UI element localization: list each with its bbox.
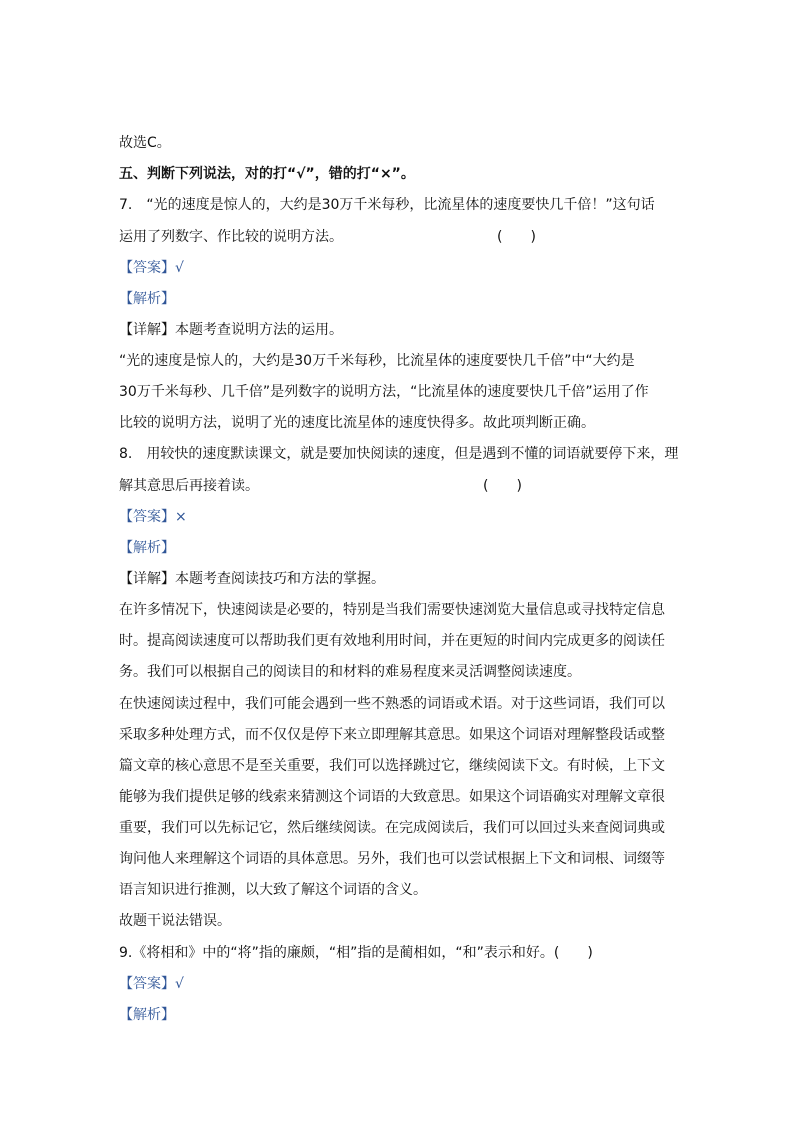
previous-answer-conclusion: 故选C。: [119, 135, 171, 151]
question-8-detail-line-3: 务。我们可以根据自己的阅读目的和材料的难易程度来灵活调整阅读速度。: [119, 664, 581, 680]
question-8-answer-blank: ( ): [483, 478, 522, 494]
question-8-detail-line-5: 采取多种处理方式，而不仅仅是停下来立即理解其意思。如果这个词语对理解整段话或整: [119, 727, 665, 743]
question-7-detail-line-1: “光的速度是惊人的，大约是30万千米每秒，比流星体的速度要快几千倍”中“大约是: [119, 353, 635, 369]
question-8-detail-line-4: 在快速阅读过程中，我们可能会遇到一些不熟悉的词语或术语。对于这些词语，我们可以: [119, 696, 665, 712]
question-8-detail-line-8: 重要，我们可以先标记它，然后继续阅读。在完成阅读后，我们可以回过头来查阅词典或: [119, 820, 665, 836]
section-heading: 五、判断下列说法，对的打“√”，错的打“×”。: [119, 166, 415, 182]
question-8-line-1: 8. 用较快的速度默读课文，就是要加快阅读的速度，但是遇到不懂的词语就要停下来，理: [119, 446, 679, 462]
question-8-detail-line-6: 篇文章的核心意思不是至关重要，我们可以选择跳过它，继续阅读下文。有时候，上下文: [119, 758, 665, 774]
question-8-answer: 【答案】×: [119, 509, 187, 525]
question-9-analysis-label: 【解析】: [119, 1007, 175, 1023]
question-7-answer-blank: ( ): [497, 229, 536, 245]
question-8-detail-line-9: 询问他人来理解这个词语的具体意思。另外，我们也可以尝试根据上下文和词根、词缀等: [119, 851, 665, 867]
question-7-detail-line-2: 30万千米每秒、几千倍”是列数字的说明方法，“比流星体的速度要快几千倍”运用了作: [119, 384, 649, 400]
question-8-conclusion: 故题干说法错误。: [119, 913, 231, 929]
question-7-analysis-label: 【解析】: [119, 291, 175, 307]
question-7-detail-heading: 【详解】本题考查说明方法的运用。: [119, 322, 343, 338]
question-8-detail-line-7: 能够为我们提供足够的线索来猜测这个词语的大致意思。如果这个词语确实对理解文章很: [119, 789, 665, 805]
question-8-detail-heading: 【详解】本题考查阅读技巧和方法的掌握。: [119, 571, 385, 587]
question-8-detail-line-10: 语言知识进行推测，以大致了解这个词语的含义。: [119, 882, 427, 898]
question-7-line-2: 运用了列数字、作比较的说明方法。: [119, 229, 343, 245]
question-8-line-2: 解其意思后再接着读。: [119, 478, 259, 494]
question-7-line-1: 7. “光的速度是惊人的，大约是30万千米每秒，比流星体的速度要快几千倍！”这句话: [119, 197, 655, 213]
question-7-answer: 【答案】√: [119, 260, 184, 276]
question-8-detail-line-1: 在许多情况下，快速阅读是必要的，特别是当我们需要快速浏览大量信息或寻找特定信息: [119, 602, 665, 618]
question-9-line-1: 9.《将相和》中的“将”指的廉颇，“相”指的是蔺相如，“和”表示和好。( ): [119, 945, 593, 961]
question-8-analysis-label: 【解析】: [119, 540, 175, 556]
question-7-detail-line-3: 比较的说明方法，说明了光的速度比流星体的速度快得多。故此项判断正确。: [119, 415, 595, 431]
question-8-detail-line-2: 时。提高阅读速度可以帮助我们更有效地利用时间，并在更短的时间内完成更多的阅读任: [119, 633, 665, 649]
question-9-answer: 【答案】√: [119, 976, 184, 992]
